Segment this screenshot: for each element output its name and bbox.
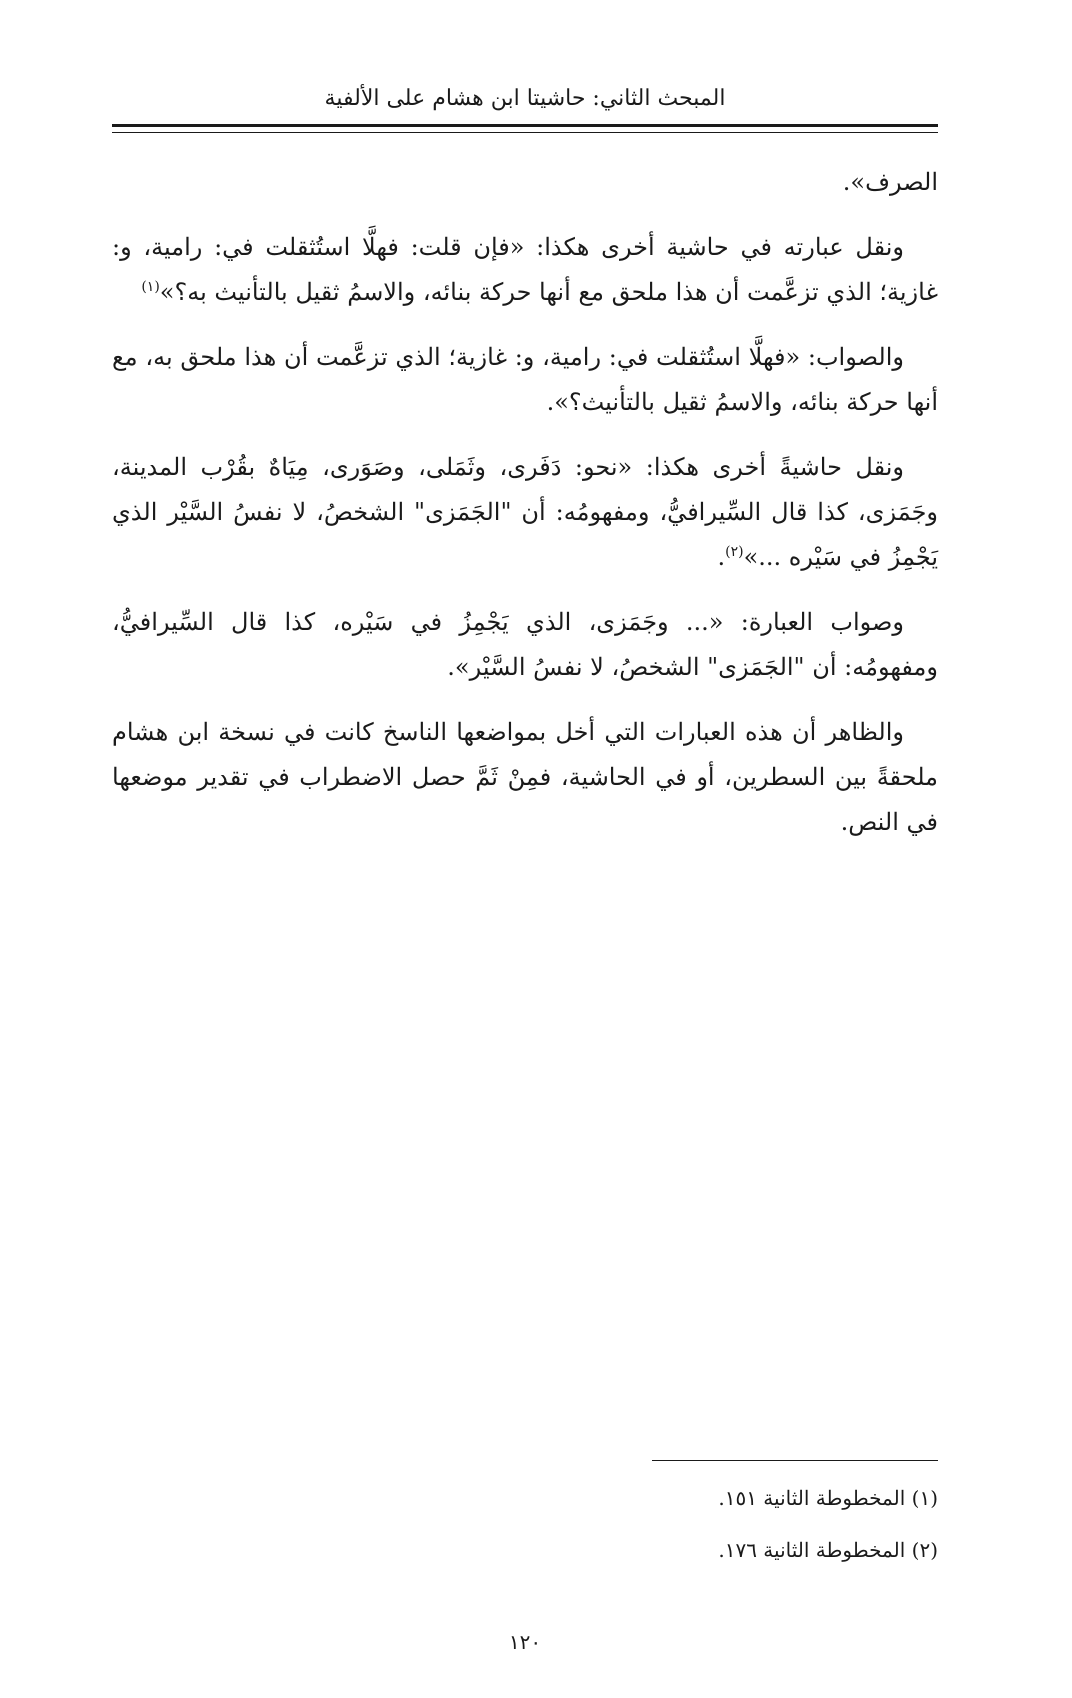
paragraph-1: الصرف».	[842, 168, 938, 196]
header-rule-thick	[112, 124, 938, 127]
paragraph-2-text: ونقل عبارته في حاشية أخرى هكذا: «فإن قلت: فهلَّا استُثقلت في: رامية، و: غازية؛ الذي تزعَّمت أن هذا ملحق مع أنها حركة بنائه، والاسمُ ثقيل بالتأنيث به؟»	[112, 233, 938, 306]
running-header: المبحث الثاني: حاشيتا ابن هشام على الألفية	[324, 86, 726, 111]
paragraph-4	[112, 445, 938, 580]
page-number: ١٢٠	[508, 1630, 542, 1654]
footnote-ref-1: (١)	[141, 279, 160, 295]
paragraph-5: وصواب العبارة: «... وجَمَزى، الذي يَجْمِزُ في سَيْره، كذا قال السِّيرافيُّ، ومفهومُه: أن "الجَمَزى" الشخصُ، لا نفسُ السَّيْر».	[112, 608, 938, 681]
paragraph-2	[112, 225, 938, 315]
paragraph-4-end: .	[717, 543, 726, 571]
footnote-2: (٢) المخطوطة الثانية ١٧٦.	[718, 1538, 938, 1562]
footnote-separator	[652, 1460, 938, 1461]
footnote-1: (١) المخطوطة الثانية ١٥١.	[718, 1486, 938, 1510]
header-rule-thin	[112, 132, 938, 133]
paragraph-6: والظاهر أن هذه العبارات التي أخل بمواضعها الناسخ كانت في نسخة ابن هشام ملحقةً بين السطرين، أو في الحاشية، فمِنْ ثَمَّ حصل الاضطراب في تقدير موضعها في النص.	[112, 718, 938, 836]
paragraph-4-text: ونقل حاشيةً أخرى هكذا: «نحو: دَفَرى، وثَمَلى، وصَوَرى، مِيَاهٌ بقُرْب المدينة، وجَمَزى، كذا قال السِّيرافيُّ، ومفهومُه: أن "الجَمَزى" الشخصُ، لا نفسُ السَّيْر الذي يَجْمِزُ في سَيْره ...»	[112, 453, 938, 571]
footnote-ref-2: (٢)	[725, 544, 744, 560]
footnotes	[112, 1478, 938, 1582]
main-text	[112, 160, 938, 865]
paragraph-3: والصواب: «فهلَّا استُثقلت في: رامية، و: غازية؛ الذي تزعَّمت أن هذا ملحق به، مع أنها حركة بنائه، والاسمُ ثقيل بالتأنيث؟».	[112, 343, 938, 416]
